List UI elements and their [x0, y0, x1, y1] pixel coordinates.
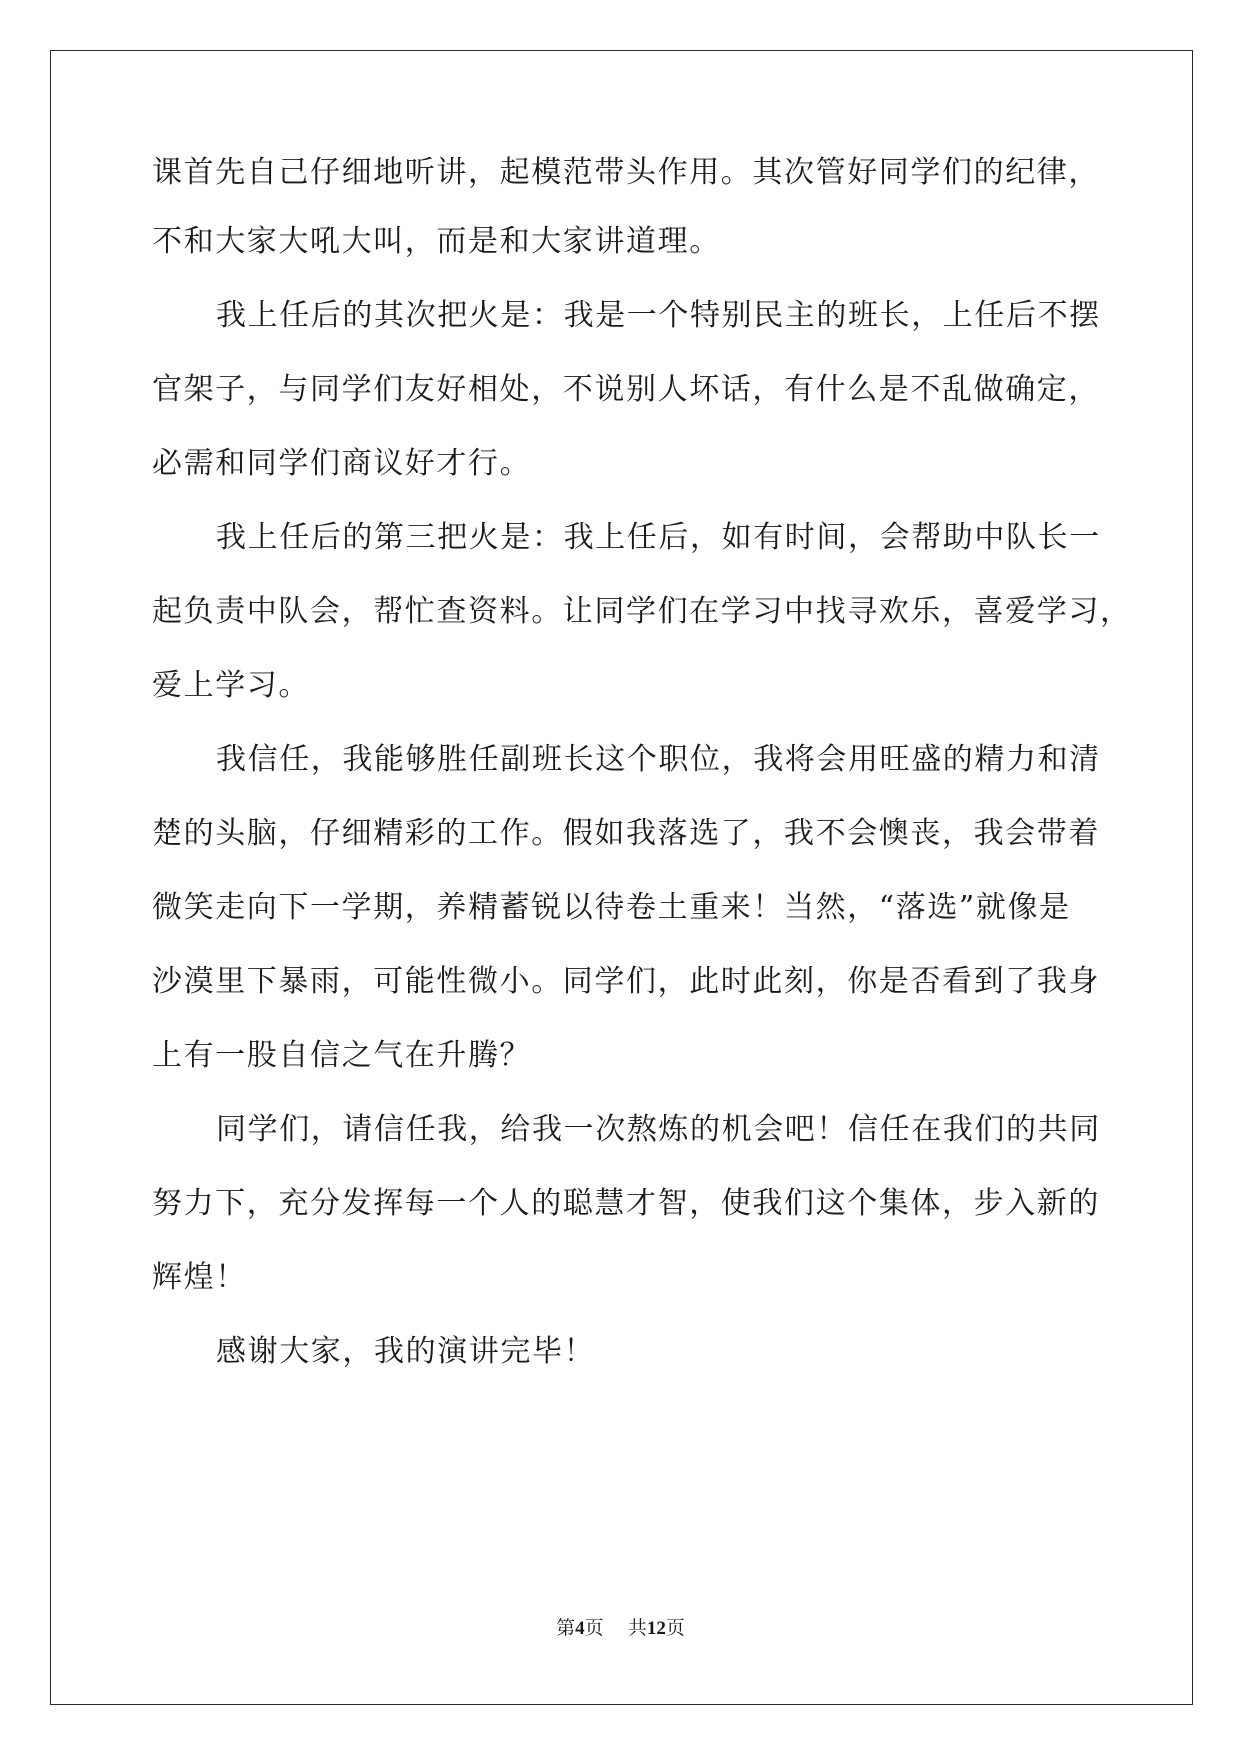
current-page-number: 4: [575, 1618, 585, 1639]
text-line: 努力下，充分发挥每一个人的聪慧才智，使我们这个集体，步入新的: [152, 1186, 1100, 1221]
text-line: 微笑走向下一学期，养精蓄锐以待卷土重来！当然，“落选”就像是: [152, 890, 1071, 925]
page-label-prefix: 第: [556, 1617, 576, 1639]
text-line: 起负责中队会，帮忙查资料。让同学们在学习中找寻欢乐，喜爱学习，: [152, 594, 1132, 629]
text-line: 爱上学习。: [152, 668, 310, 703]
total-page-count: 12: [646, 1618, 666, 1639]
total-label-prefix: 共: [627, 1617, 647, 1639]
paragraph-first-line: 我上任后的其次把火是：我是一个特别民主的班长，上任后不摆: [216, 298, 1101, 333]
page-label-suffix: 页: [584, 1617, 604, 1639]
text-line: 必需和同学们商议好才行。: [152, 446, 532, 481]
text-line: 楚的头脑，仔细精彩的工作。假如我落选了，我不会懊丧，我会带着: [152, 816, 1100, 851]
paragraph-first-line: 我上任后的第三把火是：我上任后，如有时间，会帮助中队长一: [216, 520, 1101, 555]
text-line: 课首先自己仔细地听讲，起模范带头作用。其次管好同学们的纪律，: [152, 155, 1100, 190]
page-footer: [0, 1616, 1241, 1641]
text-line: 辉煌！: [152, 1260, 247, 1295]
paragraph-first-line: 同学们，请信任我，给我一次熬炼的机会吧！信任在我们的共同: [216, 1112, 1101, 1147]
total-label-suffix: 页: [665, 1617, 685, 1639]
text-line: 不和大家大吼大叫，而是和大家讲道理。: [152, 224, 721, 259]
text-line: 官架子，与同学们友好相处，不说别人坏话，有什么是不乱做确定，: [152, 372, 1100, 407]
paragraph-first-line: 感谢大家，我的演讲完毕！: [216, 1334, 596, 1369]
text-line: 上有一股自信之气在升腾？: [152, 1038, 532, 1073]
text-line: 沙漠里下暴雨，可能性微小。同学们，此时此刻，你是否看到了我身: [152, 964, 1100, 999]
paragraph-first-line: 我信任，我能够胜任副班长这个职位，我将会用旺盛的精力和清: [216, 742, 1101, 777]
